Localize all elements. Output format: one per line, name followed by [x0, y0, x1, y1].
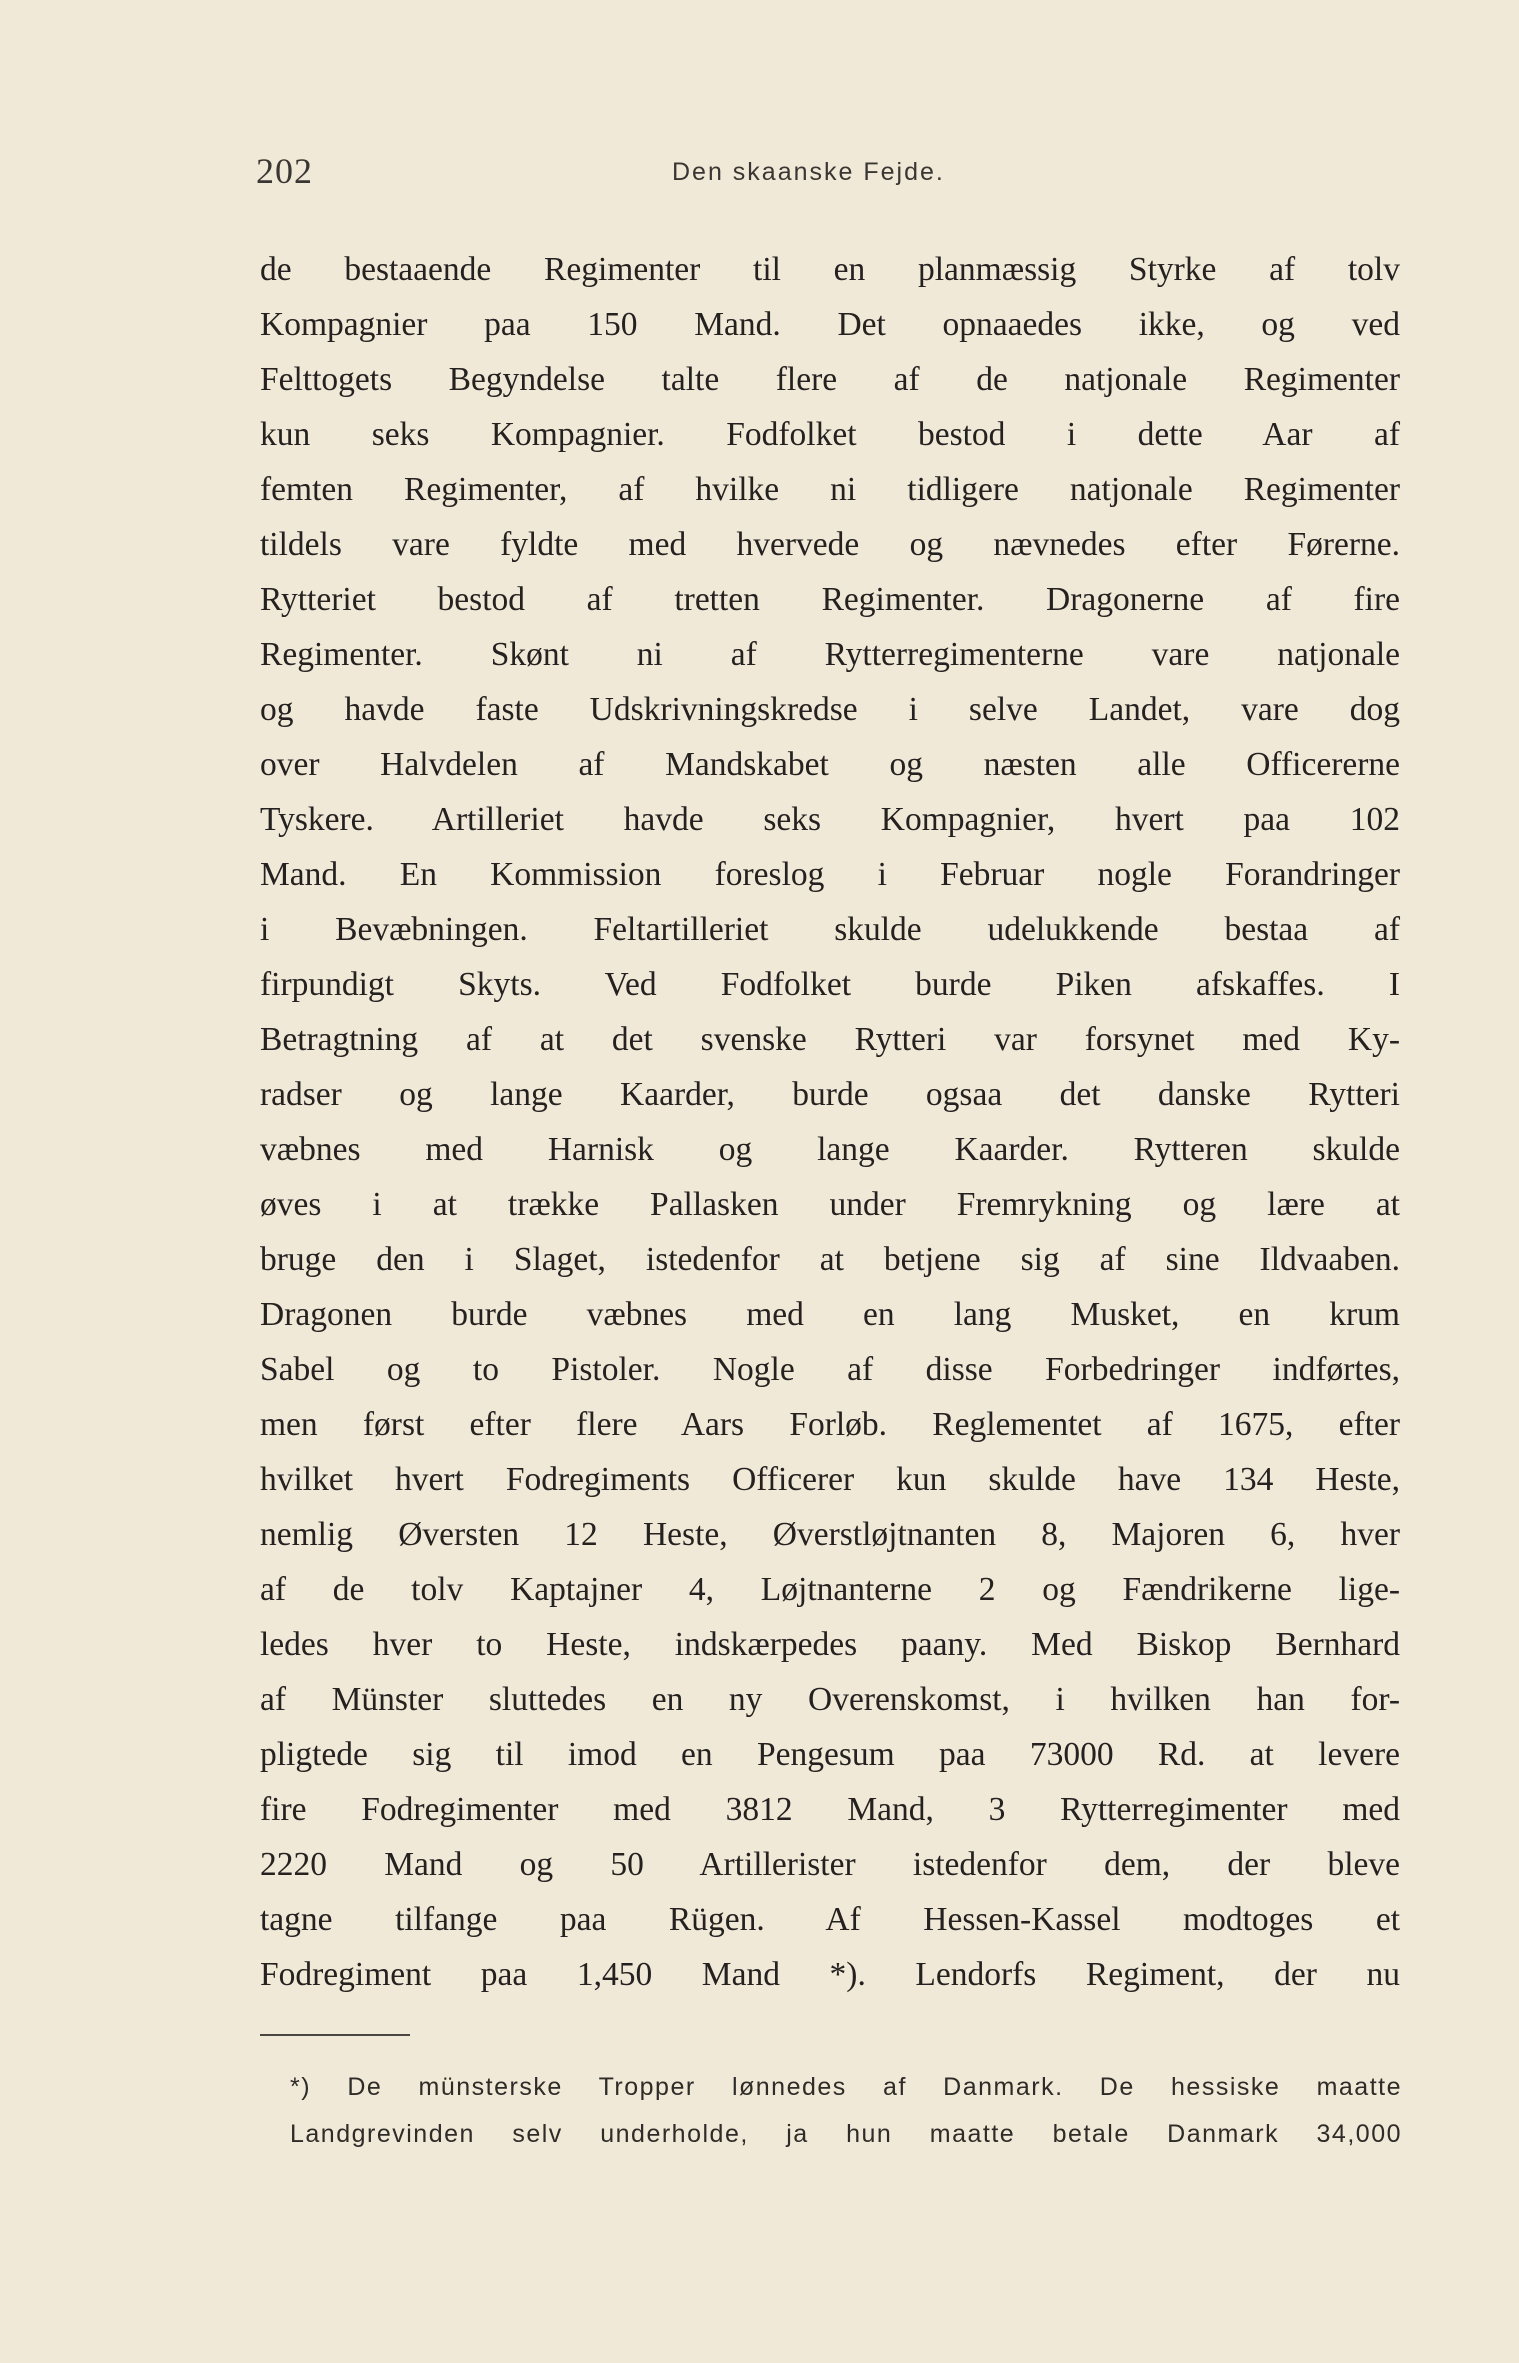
text-line: firpundigt Skyts. Ved Fodfolket burde Piken afskaffes. I — [260, 966, 1400, 1003]
text-line: Fodregiment paa 1,450 Mand *). Lendorfs Regiment, der nu — [260, 1956, 1400, 1993]
text-line: Dragonen burde væbnes med en lang Musket, en krum — [260, 1296, 1400, 1333]
text-line: tagne tilfange paa Rügen. Af Hessen-Kassel modtoges et — [260, 1901, 1400, 1938]
text-line: og havde faste Udskrivningskredse i selve Landet, vare dog — [260, 691, 1400, 728]
text-line: Tyskere. Artilleriet havde seks Kompagnier, hvert paa 102 — [260, 801, 1400, 838]
text-line: de bestaaende Regimenter til en planmæssig Styrke af tolv — [260, 251, 1400, 288]
text-line: i Bevæbningen. Feltartilleriet skulde udelukkende bestaa af — [260, 911, 1400, 948]
page-number: 202 — [256, 151, 313, 191]
text-line: Regimenter. Skønt ni af Rytterregimenterne vare natjonale — [260, 636, 1400, 673]
text-line: af de tolv Kaptajner 4, Løjtnanterne 2 og Fændrikerne lige- — [260, 1571, 1400, 1608]
text-line: kun seks Kompagnier. Fodfolket bestod i dette Aar af — [260, 416, 1400, 453]
page-header — [256, 150, 1402, 200]
footnote-line: Landgrevinden selv underholde, ja hun maatte betale Danmark 34,000 — [290, 2120, 1402, 2148]
text-line: tildels vare fyldte med hvervede og nævnedes efter Førerne. — [260, 526, 1400, 563]
footnotes — [290, 2064, 1402, 2158]
text-line: fire Fodregimenter med 3812 Mand, 3 Rytterregimenter med — [260, 1791, 1400, 1828]
text-line: radser og lange Kaarder, burde ogsaa det danske Rytteri — [260, 1076, 1400, 1113]
text-line: over Halvdelen af Mandskabet og næsten alle Officererne — [260, 746, 1400, 783]
text-line: Sabel og to Pistoler. Nogle af disse Forbedringer indførtes, — [260, 1351, 1400, 1388]
text-line: Mand. En Kommission foreslog i Februar nogle Forandringer — [260, 856, 1400, 893]
text-line: Betragtning af at det svenske Rytteri var forsynet med Ky- — [260, 1021, 1400, 1058]
body-text — [260, 242, 1400, 2002]
text-line: pligtede sig til imod en Pengesum paa 73000 Rd. at levere — [260, 1736, 1400, 1773]
text-line: femten Regimenter, af hvilke ni tidligere natjonale Regimenter — [260, 471, 1400, 508]
text-line: men først efter flere Aars Forløb. Reglementet af 1675, efter — [260, 1406, 1400, 1443]
text-line: væbnes med Harnisk og lange Kaarder. Rytteren skulde — [260, 1131, 1400, 1168]
running-title: Den skaanske Fejde. — [672, 158, 945, 186]
text-line: 2220 Mand og 50 Artillerister istedenfor dem, der bleve — [260, 1846, 1400, 1883]
footnote-line: *) De münsterske Tropper lønnedes af Danmark. De hessiske maatte — [290, 2073, 1402, 2101]
text-line: hvilket hvert Fodregiments Officerer kun skulde have 134 Heste, — [260, 1461, 1400, 1498]
text-line: Kompagnier paa 150 Mand. Det opnaaedes ikke, og ved — [260, 306, 1400, 343]
text-line: Felttogets Begyndelse talte flere af de natjonale Regimenter — [260, 361, 1400, 398]
text-line: bruge den i Slaget, istedenfor at betjene sig af sine Ildvaaben. — [260, 1241, 1400, 1278]
footnote-divider — [260, 2034, 410, 2036]
text-line: nemlig Øversten 12 Heste, Øverstløjtnanten 8, Majoren 6, hver — [260, 1516, 1400, 1553]
text-line: ledes hver to Heste, indskærpedes paany. Med Biskop Bernhard — [260, 1626, 1400, 1663]
text-line: Rytteriet bestod af tretten Regimenter. Dragonerne af fire — [260, 581, 1400, 618]
text-line: øves i at trække Pallasken under Fremrykning og lære at — [260, 1186, 1400, 1223]
text-line: af Münster sluttedes en ny Overenskomst, i hvilken han for- — [260, 1681, 1400, 1718]
